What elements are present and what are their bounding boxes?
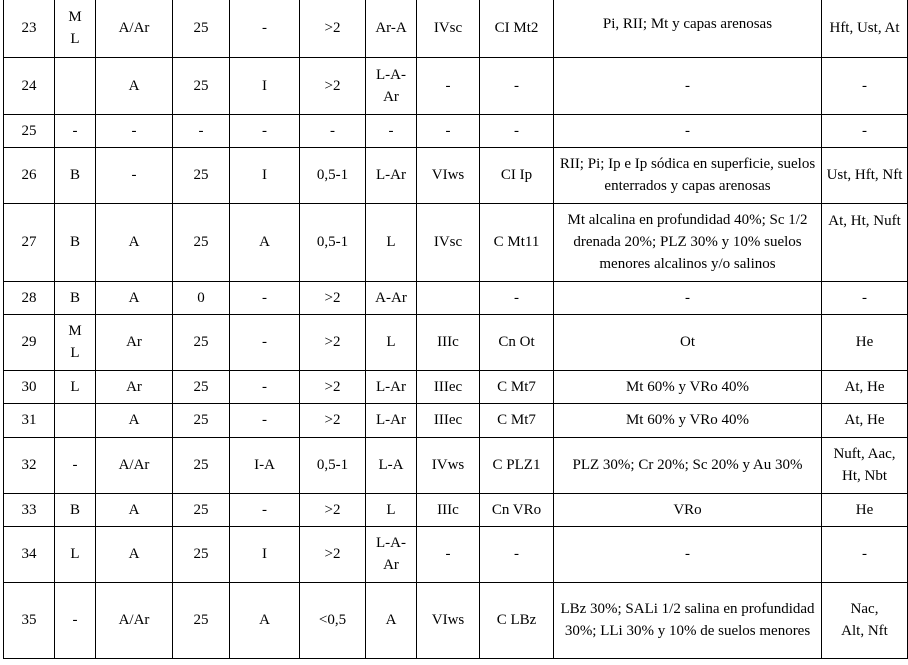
- cell-col3: 25: [173, 57, 230, 114]
- cell-col5: 0,5-1: [300, 147, 366, 203]
- cell-col5: >2: [300, 526, 366, 582]
- cell-col8: C Mt7: [480, 370, 554, 403]
- cell-col2: A: [96, 57, 173, 114]
- cell-col1: B: [55, 281, 96, 314]
- cell-col7: [417, 281, 480, 314]
- cell-col6: L-Ar: [366, 403, 417, 437]
- cell-col1: -: [55, 437, 96, 493]
- cell-col4: I: [230, 147, 300, 203]
- cell-col4: -: [230, 281, 300, 314]
- cell-col6: L-A: [366, 437, 417, 493]
- cell-col4: -: [230, 370, 300, 403]
- cell-description: -: [554, 526, 822, 582]
- row-number: 34: [4, 526, 55, 582]
- row-number: 25: [4, 114, 55, 147]
- cell-col5: >2: [300, 281, 366, 314]
- cell-col4: I-A: [230, 437, 300, 493]
- cell-col3: 25: [173, 147, 230, 203]
- cell-col6: L: [366, 314, 417, 370]
- cell-col10: Hft, Ust, At: [822, 0, 908, 57]
- row-number: 35: [4, 582, 55, 658]
- cell-col5: -: [300, 114, 366, 147]
- row-number: 24: [4, 57, 55, 114]
- cell-col2: -: [96, 114, 173, 147]
- cell-col10: Nuft, Aac, Ht, Nbt: [822, 437, 908, 493]
- cell-col10: Ust, Hft, Nft: [822, 147, 908, 203]
- cell-col8: -: [480, 281, 554, 314]
- table-row: [4, 147, 908, 203]
- cell-col6: L-A-Ar: [366, 526, 417, 582]
- cell-description: PLZ 30%; Cr 20%; Sc 20% y Au 30%: [554, 437, 822, 493]
- cell-description: Mt 60% y VRo 40%: [554, 403, 822, 437]
- cell-col8: -: [480, 57, 554, 114]
- cell-col4: -: [230, 0, 300, 57]
- cell-col10: He: [822, 493, 908, 526]
- cell-col2: A/Ar: [96, 437, 173, 493]
- cell-col3: 25: [173, 526, 230, 582]
- cell-description: -: [554, 114, 822, 147]
- cell-col4: A: [230, 203, 300, 281]
- cell-col2: A/Ar: [96, 582, 173, 658]
- cell-col2: Ar: [96, 370, 173, 403]
- table-row: [4, 57, 908, 114]
- cell-col6: A-Ar: [366, 281, 417, 314]
- cell-col1: M L: [55, 314, 96, 370]
- cell-col1: -: [55, 582, 96, 658]
- cell-col3: 25: [173, 314, 230, 370]
- cell-col6: -: [366, 114, 417, 147]
- cell-col10: At, He: [822, 370, 908, 403]
- cell-col10: -: [822, 526, 908, 582]
- cell-col1: L: [55, 370, 96, 403]
- cell-col10: -: [822, 114, 908, 147]
- cell-col7: -: [417, 526, 480, 582]
- cell-col2: A: [96, 493, 173, 526]
- table-row: [4, 403, 908, 437]
- cell-col5: 0,5-1: [300, 203, 366, 281]
- cell-col7: IIIec: [417, 403, 480, 437]
- cell-col7: -: [417, 114, 480, 147]
- cell-description: Mt alcalina en profundidad 40%; Sc 1/2 drenada 20%; PLZ 30% y 10% suelos menores alcalinos y/o salinos: [554, 203, 822, 281]
- row-number: 33: [4, 493, 55, 526]
- cell-col3: 25: [173, 403, 230, 437]
- cell-col8: C PLZ1: [480, 437, 554, 493]
- soil-units-table: [3, 0, 908, 659]
- cell-col3: 25: [173, 493, 230, 526]
- row-number: 27: [4, 203, 55, 281]
- cell-col2: A: [96, 403, 173, 437]
- cell-col8: -: [480, 526, 554, 582]
- cell-col4: -: [230, 493, 300, 526]
- cell-col1: [55, 57, 96, 114]
- cell-description: LBz 30%; SALi 1/2 salina en profundidad 30%; LLi 30% y 10% de suelos menores: [554, 582, 822, 658]
- cell-col8: CI Mt2: [480, 0, 554, 57]
- cell-col5: >2: [300, 57, 366, 114]
- cell-col5: >2: [300, 314, 366, 370]
- cell-col8: C LBz: [480, 582, 554, 658]
- cell-col4: -: [230, 403, 300, 437]
- cell-col2: -: [96, 147, 173, 203]
- cell-description: -: [554, 281, 822, 314]
- cell-col8: C Mt7: [480, 403, 554, 437]
- table-row: [4, 526, 908, 582]
- cell-col7: IIIc: [417, 493, 480, 526]
- row-number: 29: [4, 314, 55, 370]
- table-row: [4, 203, 908, 281]
- cell-col4: I: [230, 526, 300, 582]
- table-row: [4, 582, 908, 658]
- cell-col4: -: [230, 114, 300, 147]
- cell-col2: A: [96, 526, 173, 582]
- cell-col5: >2: [300, 0, 366, 57]
- cell-col4: A: [230, 582, 300, 658]
- table-row: [4, 493, 908, 526]
- cell-col5: >2: [300, 493, 366, 526]
- cell-col10: -: [822, 57, 908, 114]
- cell-col7: IIIc: [417, 314, 480, 370]
- table-body: [4, 0, 908, 658]
- cell-col7: VIws: [417, 147, 480, 203]
- cell-col2: A: [96, 281, 173, 314]
- cell-col3: 25: [173, 203, 230, 281]
- cell-description: VRo: [554, 493, 822, 526]
- cell-col3: 25: [173, 437, 230, 493]
- cell-col2: A/Ar: [96, 0, 173, 57]
- cell-col1: -: [55, 114, 96, 147]
- cell-col7: IVsc: [417, 0, 480, 57]
- cell-col3: 25: [173, 582, 230, 658]
- cell-col10: At, Ht, Nuft: [822, 203, 908, 281]
- cell-col8: Cn VRo: [480, 493, 554, 526]
- cell-col7: VIws: [417, 582, 480, 658]
- cell-col6: L-Ar: [366, 370, 417, 403]
- cell-col5: >2: [300, 370, 366, 403]
- row-number: 28: [4, 281, 55, 314]
- cell-col6: Ar-A: [366, 0, 417, 57]
- cell-description: Pi, RII; Mt y capas arenosas: [554, 0, 822, 57]
- cell-col1: B: [55, 203, 96, 281]
- cell-col3: 25: [173, 0, 230, 57]
- cell-col10: He: [822, 314, 908, 370]
- cell-col3: 25: [173, 370, 230, 403]
- row-number: 23: [4, 0, 55, 57]
- cell-col8: Cn Ot: [480, 314, 554, 370]
- cell-col3: 0: [173, 281, 230, 314]
- cell-col3: -: [173, 114, 230, 147]
- cell-col1: M L: [55, 0, 96, 57]
- cell-col2: Ar: [96, 314, 173, 370]
- table-row: [4, 437, 908, 493]
- cell-col8: -: [480, 114, 554, 147]
- cell-col5: 0,5-1: [300, 437, 366, 493]
- row-number: 26: [4, 147, 55, 203]
- cell-col5: >2: [300, 403, 366, 437]
- cell-col1: [55, 403, 96, 437]
- row-number: 31: [4, 403, 55, 437]
- cell-description: -: [554, 57, 822, 114]
- table-row: [4, 281, 908, 314]
- cell-col4: -: [230, 314, 300, 370]
- cell-col6: L: [366, 493, 417, 526]
- cell-col1: B: [55, 493, 96, 526]
- table-row: [4, 0, 908, 57]
- table-row: [4, 370, 908, 403]
- cell-col10: Nac, Alt, Nft: [822, 582, 908, 658]
- cell-col6: L-Ar: [366, 147, 417, 203]
- cell-col8: C Mt11: [480, 203, 554, 281]
- cell-description: RII; Pi; Ip e Ip sódica en superficie, suelos enterrados y capas arenosas: [554, 147, 822, 203]
- cell-description: Ot: [554, 314, 822, 370]
- cell-col10: At, He: [822, 403, 908, 437]
- cell-col4: I: [230, 57, 300, 114]
- cell-col6: L-A-Ar: [366, 57, 417, 114]
- cell-col1: L: [55, 526, 96, 582]
- cell-col2: A: [96, 203, 173, 281]
- table-row: [4, 114, 908, 147]
- cell-description: Mt 60% y VRo 40%: [554, 370, 822, 403]
- cell-col7: IIIec: [417, 370, 480, 403]
- cell-col5: <0,5: [300, 582, 366, 658]
- cell-col7: IVws: [417, 437, 480, 493]
- cell-col1: B: [55, 147, 96, 203]
- cell-col7: IVsc: [417, 203, 480, 281]
- cell-col6: A: [366, 582, 417, 658]
- table-row: [4, 314, 908, 370]
- cell-col10: -: [822, 281, 908, 314]
- cell-col8: CI Ip: [480, 147, 554, 203]
- cell-col7: -: [417, 57, 480, 114]
- cell-col6: L: [366, 203, 417, 281]
- row-number: 30: [4, 370, 55, 403]
- row-number: 32: [4, 437, 55, 493]
